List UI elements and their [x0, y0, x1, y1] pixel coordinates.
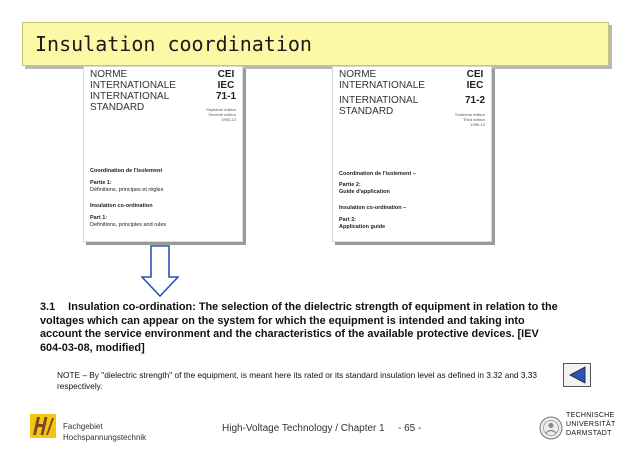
arrow-down-icon [141, 245, 179, 297]
definition-term: Insulation co-ordination: [68, 301, 196, 313]
edition-line: Septième édition [206, 107, 236, 112]
doc-edition [455, 112, 485, 127]
definition-block [40, 301, 558, 355]
english-subtitle: Application guide [339, 224, 386, 230]
department-name [63, 421, 146, 443]
header-line: INTERNATIONAL [90, 91, 170, 102]
definition-number: 3.1 [40, 301, 56, 313]
english-part: Part 2: [339, 217, 357, 223]
code-line: 71-1 [215, 91, 236, 102]
iec-71-2-cover [332, 66, 492, 242]
triangle-left-icon [564, 364, 590, 386]
header-line: STANDARD [339, 106, 394, 117]
doc-edition [206, 107, 236, 122]
course-title: High-Voltage Technology / Chapter 1 [222, 423, 385, 434]
french-title: Coordination de l'isolement [90, 168, 163, 174]
hochspannung-logo [30, 414, 56, 438]
iec-71-1-cover [83, 66, 243, 242]
doc-header [90, 69, 176, 113]
definition-text: The selection of the dielectric strength of equipment in relation to the voltages which can appear on the system for which the equipment is intended and taking into account the service environment and the characteristics of the available protective devices. [IEV 604-03-08, modified] [40, 301, 558, 354]
university-seal-icon [539, 416, 563, 440]
code-line: IEC [217, 80, 235, 91]
french-part: Partie 2: [339, 182, 361, 188]
back-button[interactable] [563, 363, 591, 387]
english-title: Insulation co-ordination – [339, 205, 407, 211]
definition-note: NOTE – By "dielectric strength" of the equipment, is meant here its rated or its standard insulation level as defined in 3.32 and 3.33 respectively. [57, 370, 538, 391]
doc-code [216, 69, 236, 102]
edition-line: Troisième édition [454, 112, 485, 117]
header-line: STANDARD [90, 102, 145, 113]
edition-line: 1996-12 [470, 122, 485, 127]
university-name [566, 411, 616, 438]
edition-line: Seventh edition [208, 112, 236, 117]
french-part: Partie 1: [90, 180, 112, 186]
header-line: NORME [339, 69, 377, 80]
university-line: TECHNISCHE [566, 412, 615, 419]
title-bar [22, 22, 609, 66]
department-line: Hochspannungstechnik [63, 433, 147, 442]
header-line: INTERNATIONAL [339, 95, 419, 106]
header-line: INTERNATIONALE [90, 80, 176, 91]
slide-title: Insulation coordination [35, 32, 312, 56]
english-subtitle: Definitions, principles and rules [90, 222, 167, 228]
edition-line: Third edition [462, 117, 485, 122]
doc-header [339, 69, 425, 117]
code-line: CEI [217, 69, 235, 80]
page-number: - 65 - [398, 423, 422, 434]
code-line: IEC [466, 80, 484, 91]
english-part: Part 1: [90, 215, 108, 221]
university-line: UNIVERSITÄT [566, 421, 616, 428]
french-subtitle: Définitions, principes et règles [90, 187, 164, 193]
edition-line: 1993-12 [221, 117, 236, 122]
french-subtitle: Guide d'application [339, 189, 390, 195]
code-line: CEI [466, 69, 484, 80]
code-line: 71-2 [464, 95, 485, 106]
header-line: NORME [90, 69, 128, 80]
french-title: Coordination de l'isolement – [339, 171, 416, 177]
university-line: DARMSTADT [566, 430, 612, 437]
english-title: Insulation co-ordination [90, 203, 153, 209]
doc-code [465, 69, 485, 106]
department-line: Fachgebiet [63, 422, 103, 431]
header-line: INTERNATIONALE [339, 80, 425, 91]
